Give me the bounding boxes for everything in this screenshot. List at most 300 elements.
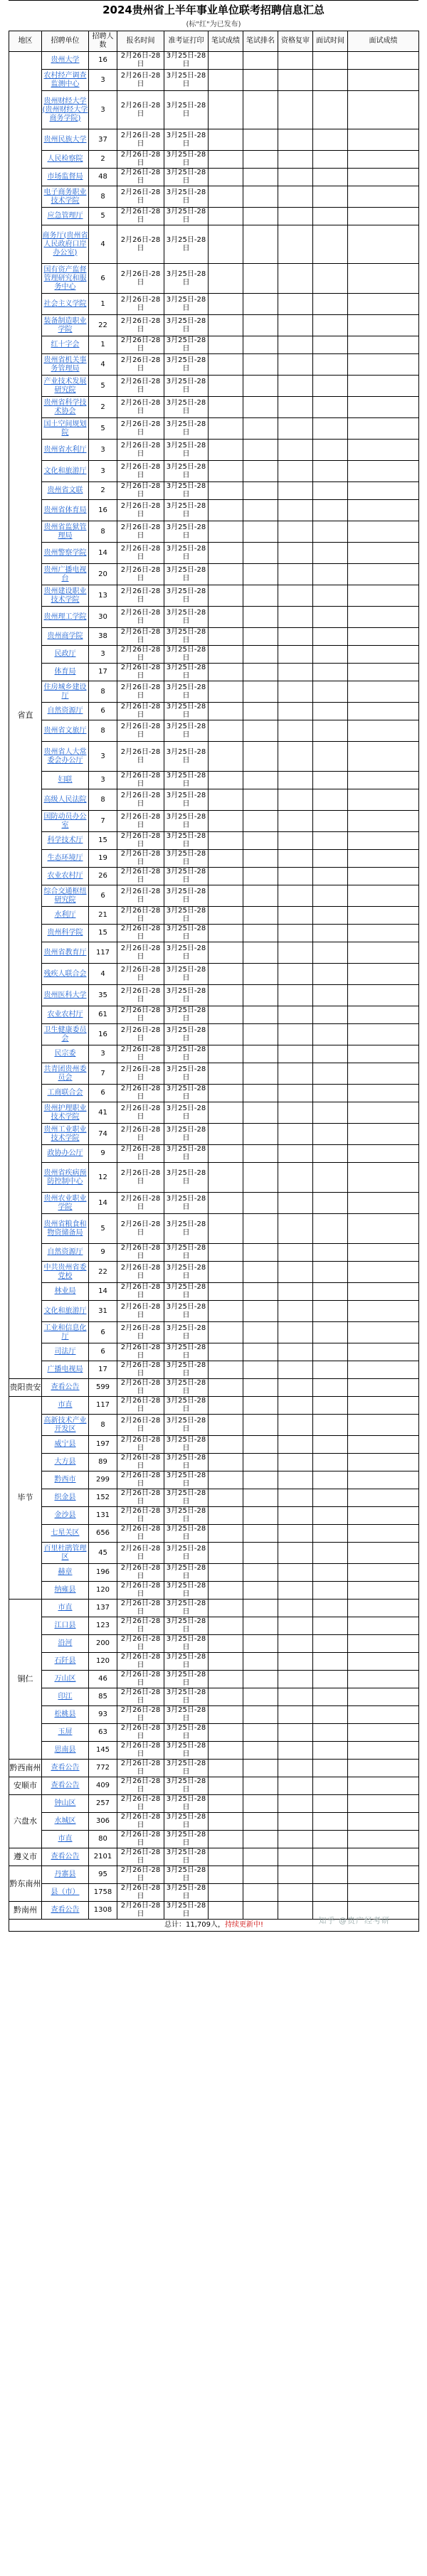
unit-cell [42,1884,89,1902]
empty-cell [278,1436,313,1454]
empty-cell [209,294,243,315]
signup-date-cell: 2月26日-28日 [117,1635,164,1653]
unit-link[interactable]: 万山区 [54,1675,76,1683]
unit-link[interactable]: 红十字会 [51,341,80,348]
empty-cell [278,1777,313,1795]
unit-cell [42,942,89,964]
unit-link[interactable]: 电子商务职业技术学院 [43,188,87,205]
empty-cell [313,1193,348,1214]
signup-date-cell: 2月26日-28日 [117,1343,164,1361]
table-row [9,1635,419,1653]
signup-date-cell: 2月26日-28日 [117,1543,164,1564]
unit-link[interactable]: 水利厅 [54,911,76,919]
unit-cell [42,681,89,703]
empty-cell [243,91,278,129]
unit-link[interactable]: 贵州省体育局 [43,506,87,514]
unit-link[interactable]: 贵州省粮食和物资储备局 [43,1220,87,1237]
unit-cell [42,208,89,225]
admission-print-cell: 3月25日-28日 [164,1085,209,1102]
count-cell: 197 [89,1436,117,1454]
table-row [9,461,419,482]
table-row [9,1724,419,1742]
empty-cell [243,1742,278,1760]
empty-cell [348,1102,419,1124]
unit-link[interactable]: 住房城乡建设厅 [43,683,87,700]
unit-link[interactable]: 贵州省教育厅 [43,948,87,957]
unit-link[interactable]: 文化和旅游厅 [43,1306,87,1315]
unit-link[interactable]: 印江 [58,1693,73,1701]
unit-link[interactable]: 贵州建设职业技术学院 [43,587,87,604]
unit-link[interactable]: 贵州财经大学(贵州财经大学商务学院) [42,97,88,122]
empty-cell [243,925,278,942]
count-cell: 8 [89,720,117,742]
unit-link[interactable]: 贵州民族大学 [43,135,87,144]
empty-cell [243,1671,278,1688]
column-header: 报名时间 [117,31,164,52]
unit-link[interactable]: 司法厅 [54,1348,76,1356]
empty-cell [313,1635,348,1653]
signup-date-cell: 2月26日-28日 [117,1361,164,1379]
table-row [9,1564,419,1582]
admission-print-cell: 3月25日-28日 [164,789,209,811]
empty-cell [278,1724,313,1742]
unit-cell [42,1582,89,1600]
empty-cell [209,772,243,789]
unit-link[interactable]: 共青团贵州委员会 [43,1065,87,1082]
table-row [9,1471,419,1489]
signup-date-cell: 2月26日-28日 [117,482,164,500]
empty-cell [243,1163,278,1193]
empty-cell [278,1343,313,1361]
empty-cell [243,1193,278,1214]
empty-cell [278,208,313,225]
unit-cell [42,1006,89,1024]
empty-cell [313,1283,348,1301]
table-row [9,1063,419,1085]
unit-link[interactable]: 百里杜鹃管理区 [43,1544,87,1561]
signup-date-cell: 2月26日-28日 [117,646,164,664]
unit-link[interactable]: 广播电视局 [47,1366,83,1373]
unit-link[interactable]: 市直 [58,1835,73,1843]
count-cell: 80 [89,1831,117,1848]
unit-link[interactable]: 沿河 [58,1639,73,1647]
empty-cell [278,1507,313,1525]
empty-cell [243,500,278,521]
unit-link[interactable]: 金沙县 [54,1511,76,1519]
empty-cell [209,1884,243,1902]
admission-print-cell: 3月25日-28日 [164,1507,209,1525]
empty-cell [278,1902,313,1920]
empty-cell [209,1124,243,1145]
unit-link[interactable]: 黔西市 [54,1476,76,1484]
empty-cell [313,1724,348,1742]
column-header: 地区 [9,31,42,52]
empty-cell [243,1831,278,1848]
empty-cell [348,1831,419,1848]
empty-cell [209,925,243,942]
table-row [9,1024,419,1045]
signup-date-cell: 2月26日-28日 [117,885,164,907]
unit-link[interactable]: 丹寨县 [54,1870,76,1878]
empty-cell [313,1045,348,1063]
unit-link[interactable]: 林业局 [54,1287,76,1295]
unit-link[interactable]: 查看公告 [51,1906,80,1914]
signup-date-cell: 2月26日-28日 [117,70,164,91]
unit-link[interactable]: 市直 [58,1604,73,1612]
unit-link[interactable]: 农业农村厅 [47,1011,83,1018]
admission-print-cell: 3月25日-28日 [164,208,209,225]
empty-cell [348,907,419,925]
unit-cell [42,1343,89,1361]
empty-cell [209,1301,243,1322]
empty-cell [243,169,278,186]
unit-link[interactable]: 工商联合会 [47,1089,83,1097]
count-cell: 31 [89,1301,117,1322]
empty-cell [348,681,419,703]
unit-link[interactable]: 卫生健康委员会 [43,1026,87,1043]
unit-cell [42,607,89,628]
unit-link[interactable]: 高新技术产业开发区 [43,1416,87,1433]
admission-print-cell: 3月25日-28日 [164,1600,209,1617]
empty-cell [278,315,313,336]
count-cell: 17 [89,664,117,681]
empty-cell [278,294,313,315]
count-cell: 14 [89,543,117,564]
signup-date-cell: 2月26日-28日 [117,1244,164,1262]
unit-link[interactable]: 江口县 [54,1622,76,1629]
admission-print-cell: 3月25日-28日 [164,585,209,607]
unit-link[interactable]: 装备制造职业学院 [43,316,87,334]
signup-date-cell: 2月26日-28日 [117,1831,164,1848]
admission-print-cell: 3月25日-28日 [164,646,209,664]
signup-date-cell: 2月26日-28日 [117,461,164,482]
table-row [9,1379,419,1397]
unit-link[interactable]: 贵州省文旅厅 [43,726,87,735]
unit-cell [42,1063,89,1085]
unit-link[interactable]: 赫章 [58,1568,73,1576]
empty-cell [348,564,419,585]
column-header: 面试成绩 [348,31,419,52]
empty-cell [278,664,313,681]
empty-cell [243,1635,278,1653]
empty-cell [348,942,419,964]
unit-link[interactable]: 国有资产监督管理研究和服务中心 [43,265,87,291]
count-cell: 95 [89,1866,117,1884]
unit-cell [42,1543,89,1564]
count-cell: 117 [89,1397,117,1415]
unit-link[interactable]: 贵州广播电视台 [43,565,87,582]
count-cell: 3 [89,646,117,664]
table-row [9,1343,419,1361]
admission-print-cell: 3月25日-28日 [164,985,209,1006]
unit-link[interactable]: 政协办公厅 [47,1149,83,1157]
table-row [9,1415,419,1436]
unit-link[interactable]: 贵州省文联 [47,486,83,494]
empty-cell [278,1124,313,1145]
empty-cell [209,1866,243,1884]
unit-cell [42,418,89,440]
unit-link[interactable]: 生态环境厅 [47,854,83,862]
signup-date-cell: 2月26日-28日 [117,1848,164,1866]
signup-date-cell: 2月26日-28日 [117,628,164,646]
unit-link[interactable]: 贵州省人大常委会办公厅 [43,747,87,765]
unit-link[interactable]: 贵州警察学院 [43,548,87,557]
unit-link[interactable]: 工业和信息化厅 [43,1324,87,1341]
admission-print-cell: 3月25日-28日 [164,907,209,925]
empty-cell [243,585,278,607]
empty-cell [348,585,419,607]
empty-cell [243,868,278,885]
empty-cell [313,868,348,885]
unit-link[interactable]: 自然资源厅 [47,1248,83,1256]
signup-date-cell: 2月26日-28日 [117,1653,164,1671]
empty-cell [348,52,419,70]
empty-cell [313,397,348,418]
unit-link[interactable]: 七星关区 [51,1529,80,1537]
unit-link[interactable]: 市直 [58,1401,73,1409]
table-row [9,850,419,868]
admission-print-cell: 3月25日-28日 [164,543,209,564]
unit-link[interactable]: 中共贵州省委党校 [43,1263,87,1280]
unit-link[interactable]: 水城区 [54,1817,76,1825]
empty-cell [313,294,348,315]
unit-link[interactable]: 钟山区 [54,1799,76,1807]
empty-cell [313,811,348,832]
unit-cell [42,70,89,91]
empty-cell [313,208,348,225]
unit-link[interactable]: 综合交通枢纽研究院 [43,887,87,904]
empty-cell [243,1145,278,1163]
unit-cell [42,925,89,942]
count-cell: 63 [89,1724,117,1742]
unit-link[interactable]: 体育局 [54,668,76,676]
unit-link[interactable]: 贵州理工学院 [43,612,87,621]
empty-cell [348,1564,419,1582]
column-header: 招聘人数 [89,31,117,52]
unit-link[interactable]: 贵州省疾病预防控制中心 [43,1169,87,1186]
table-row [9,1283,419,1301]
empty-cell [348,500,419,521]
admission-print-cell: 3月25日-28日 [164,720,209,742]
empty-cell [313,1124,348,1145]
empty-cell [348,720,419,742]
admission-print-cell: 3月25日-28日 [164,1582,209,1600]
empty-cell [313,1343,348,1361]
empty-cell [348,1600,419,1617]
unit-link[interactable]: 玉屏 [58,1728,73,1736]
unit-link[interactable]: 贵州商学院 [47,632,83,640]
unit-link[interactable]: 贵州省机关事务管理局 [43,356,87,373]
count-cell: 2 [89,397,117,418]
admission-print-cell: 3月25日-28日 [164,461,209,482]
signup-date-cell: 2月26日-28日 [117,1102,164,1124]
unit-cell [42,500,89,521]
empty-cell [348,985,419,1006]
empty-cell [348,1006,419,1024]
table-row [9,336,419,354]
admission-print-cell: 3月25日-28日 [164,418,209,440]
unit-link[interactable]: 自然资源厅 [47,707,83,715]
unit-link[interactable]: 民宗委 [54,1050,76,1058]
unit-link[interactable]: 松桃县 [54,1710,76,1718]
admission-print-cell: 3月25日-28日 [164,885,209,907]
empty-cell [243,397,278,418]
admission-print-cell: 3月25日-28日 [164,964,209,985]
empty-cell [313,354,348,376]
empty-cell [348,1415,419,1436]
unit-link[interactable]: 查看公告 [51,1764,80,1772]
empty-cell [313,1831,348,1848]
empty-cell [243,1343,278,1361]
empty-cell [348,70,419,91]
empty-cell [209,1600,243,1617]
empty-cell [243,315,278,336]
empty-cell [209,1283,243,1301]
count-cell: 3 [89,70,117,91]
unit-link[interactable]: 贵州农业职业学院 [43,1194,87,1211]
unit-cell [42,1724,89,1742]
empty-cell [278,482,313,500]
table-row [9,1582,419,1600]
empty-cell [313,942,348,964]
table-row [9,1617,419,1635]
empty-cell [209,1145,243,1163]
unit-cell [42,985,89,1006]
signup-date-cell: 2月26日-28日 [117,225,164,264]
empty-cell [313,151,348,169]
empty-cell [243,646,278,664]
unit-cell [42,1322,89,1343]
count-cell: 5 [89,376,117,397]
count-cell: 15 [89,925,117,942]
count-cell: 306 [89,1813,117,1831]
unit-link[interactable]: 贵州省科学技术协会 [43,398,87,415]
empty-cell [243,151,278,169]
empty-cell [348,1742,419,1760]
table-row [9,482,419,500]
empty-cell [278,169,313,186]
unit-link[interactable]: 大方县 [54,1458,76,1466]
unit-link[interactable]: 商务厅(贵州省人民政府口岸办公室) [42,231,88,257]
table-row [9,1361,419,1379]
empty-cell [348,811,419,832]
count-cell: 37 [89,129,117,151]
signup-date-cell: 2月26日-28日 [117,772,164,789]
unit-link[interactable]: 纳雍县 [54,1586,76,1594]
unit-link[interactable]: 贵州医科大学 [43,991,87,999]
unit-link[interactable]: 查看公告 [51,1782,80,1789]
column-header: 笔试排名 [243,31,278,52]
admission-print-cell: 3月25日-28日 [164,681,209,703]
empty-cell [313,1543,348,1564]
table-row [9,1653,419,1671]
empty-cell [278,70,313,91]
region-cell: 铜仁 [9,1600,42,1760]
unit-link[interactable]: 妇联 [58,776,73,784]
unit-link[interactable]: 高级人民法院 [43,795,87,804]
count-cell: 35 [89,985,117,1006]
unit-link[interactable]: 查看公告 [51,1383,80,1391]
unit-link[interactable]: 社会主义学院 [43,299,87,308]
unit-link[interactable]: 贵州科学院 [47,929,83,937]
admission-print-cell: 3月25日-28日 [164,294,209,315]
unit-link[interactable]: 农业农村厅 [47,872,83,880]
signup-date-cell: 2月26日-28日 [117,208,164,225]
empty-cell [209,208,243,225]
empty-cell [348,789,419,811]
signup-date-cell: 2月26日-28日 [117,664,164,681]
unit-cell [42,1163,89,1193]
unit-link[interactable]: 市场监督局 [47,173,83,181]
table-row [9,1795,419,1813]
empty-cell [348,1343,419,1361]
unit-cell [42,1653,89,1671]
unit-link[interactable]: 农村经产调查监测中心 [43,71,87,88]
empty-cell [278,397,313,418]
empty-cell [313,1454,348,1471]
admission-print-cell: 3月25日-28日 [164,1525,209,1543]
unit-cell [42,1262,89,1283]
empty-cell [278,1671,313,1688]
signup-date-cell: 2月26日-28日 [117,1124,164,1145]
signup-date-cell: 2月26日-28日 [117,1193,164,1214]
unit-link[interactable]: 贵州省水利厅 [43,445,87,454]
unit-link[interactable]: 查看公告 [51,1853,80,1861]
column-header: 资格复审 [278,31,313,52]
unit-link[interactable]: 文化和旅游厅 [43,467,87,475]
empty-cell [278,91,313,129]
empty-cell [348,1379,419,1397]
unit-link[interactable]: 县（市） [51,1888,80,1896]
unit-cell [42,129,89,151]
unit-link[interactable]: 织金县 [54,1494,76,1501]
unit-link[interactable]: 贵州大学 [51,56,80,64]
empty-cell [313,1688,348,1706]
unit-link[interactable]: 贵州工业职业技术学院 [43,1125,87,1142]
empty-cell [278,742,313,772]
empty-cell [348,1866,419,1884]
empty-cell [348,1848,419,1866]
column-header: 笔试成绩 [209,31,243,52]
unit-link[interactable]: 民政厅 [54,650,76,658]
unit-link[interactable]: 贵州护理职业技术学院 [43,1104,87,1121]
empty-cell [278,376,313,397]
unit-link[interactable]: 应急管理厅 [47,212,83,220]
empty-cell [209,1454,243,1471]
unit-link[interactable]: 科学技术厅 [47,836,83,844]
signup-date-cell: 2月26日-28日 [117,543,164,564]
unit-link[interactable]: 国防动员办公室 [43,812,87,829]
table-row [9,1322,419,1343]
unit-link[interactable]: 国土空间规划院 [43,420,87,437]
unit-link[interactable]: 残疾人联合会 [43,969,87,978]
table-row [9,1866,419,1884]
unit-link[interactable]: 威宁县 [54,1440,76,1448]
unit-link[interactable]: 思南县 [54,1746,76,1754]
table-row [9,151,419,169]
empty-cell [278,418,313,440]
unit-link[interactable]: 贵州省监狱管理局 [43,523,87,540]
region-cell: 省直 [9,52,42,1379]
unit-link[interactable]: 产业技术发展研究院 [43,377,87,394]
empty-cell [209,1831,243,1848]
unit-link[interactable]: 石阡县 [54,1657,76,1665]
unit-link[interactable]: 人民检察院 [47,155,83,163]
signup-date-cell: 2月26日-28日 [117,942,164,964]
unit-cell [42,742,89,772]
admission-print-cell: 3月25日-28日 [164,1322,209,1343]
count-cell: 4 [89,225,117,264]
